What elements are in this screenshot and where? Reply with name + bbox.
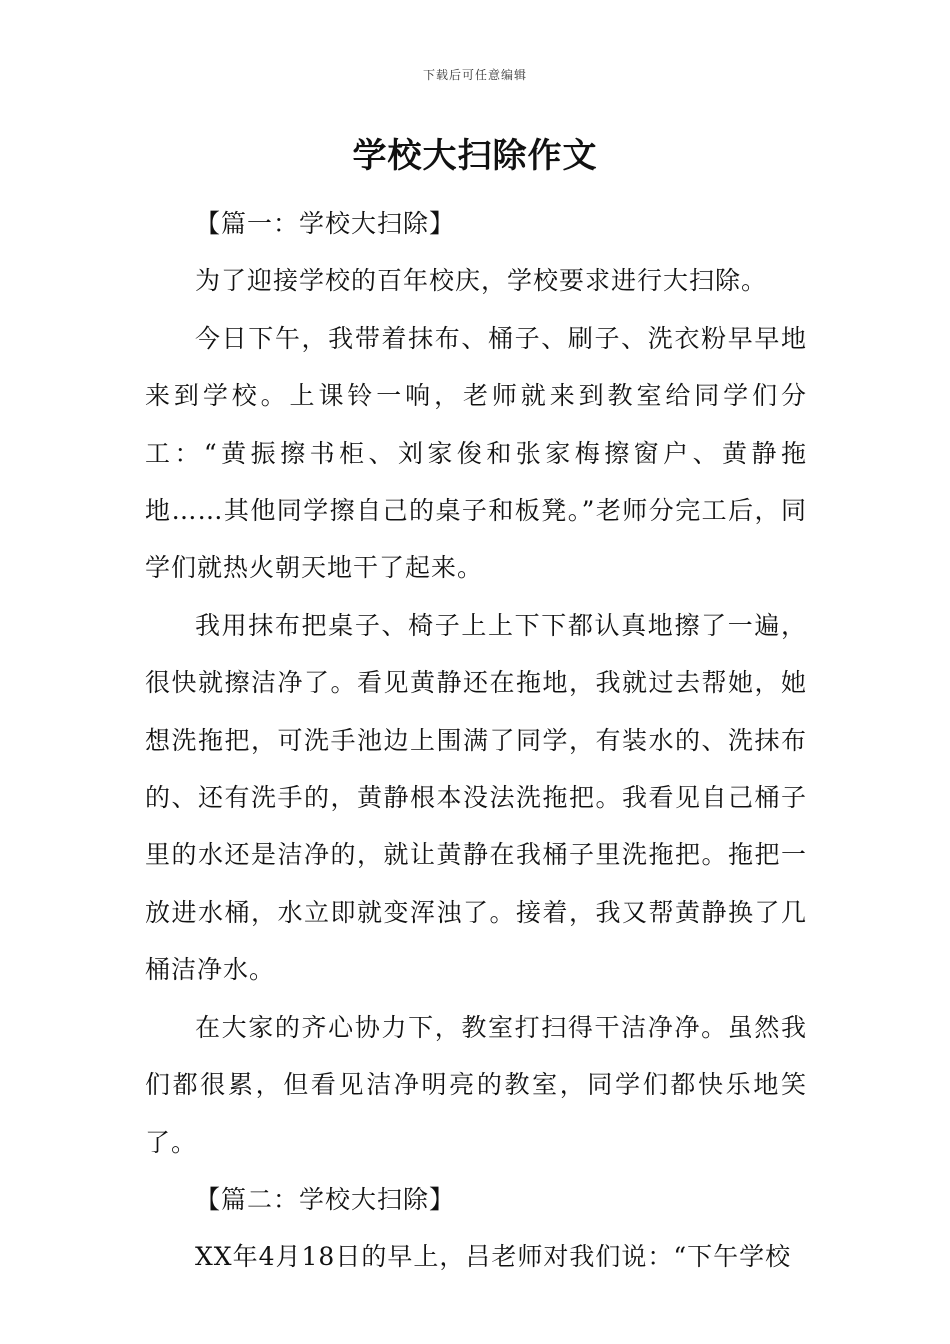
- paragraph-conclusion: 在大家的齐心协力下，教室打扫得干洁净净。虽然我们都很累，但看见洁净明亮的教室，同学们都快乐地笑了。: [145, 1012, 807, 1157]
- paragraph-intro: 为了迎接学校的百年校庆，学校要求进行大扫除。: [195, 266, 768, 296]
- document-body: [145, 195, 807, 1286]
- section-heading-2: 【篇二：学校大扫除】: [195, 1184, 456, 1214]
- document-title: 学校大扫除作文: [352, 136, 598, 176]
- paragraph-section2-start: XX年4月18日的早上，吕老师对我们说：“下午学校: [195, 1242, 792, 1272]
- paragraph-afternoon: 今日下午，我带着抹布、桶子、刷子、洗衣粉早早地来到学校。上课铃一响，老师就来到教室给同学们分工：“黄振擦书柜、刘家俊和张家梅擦窗户、黄静拖地……其他同学擦自己的桌子和板凳。”老师分完工后，同学们就热火朝天地干了起来。: [145, 323, 807, 583]
- section-heading-1: 【篇一：学校大扫除】: [195, 209, 456, 238]
- header-note: 下载后可任意编辑: [422, 68, 527, 82]
- paragraph-cleaning: 我用抹布把桌子、椅子上上下下都认真地擦了一遍，很快就擦洁净了。看见黄静还在拖地，我就过去帮她，她想洗拖把，可洗手池边上围满了同学，有装水的、洗抹布的、还有洗手的，黄静根本没法洗拖把。我看见自己桶子里的水还是洁净的，就让黄静在我桶子里洗拖把。拖把一放进水桶，水立即就变浑浊了。接着，我又帮黄静换了几桶洁净水。: [145, 610, 807, 985]
